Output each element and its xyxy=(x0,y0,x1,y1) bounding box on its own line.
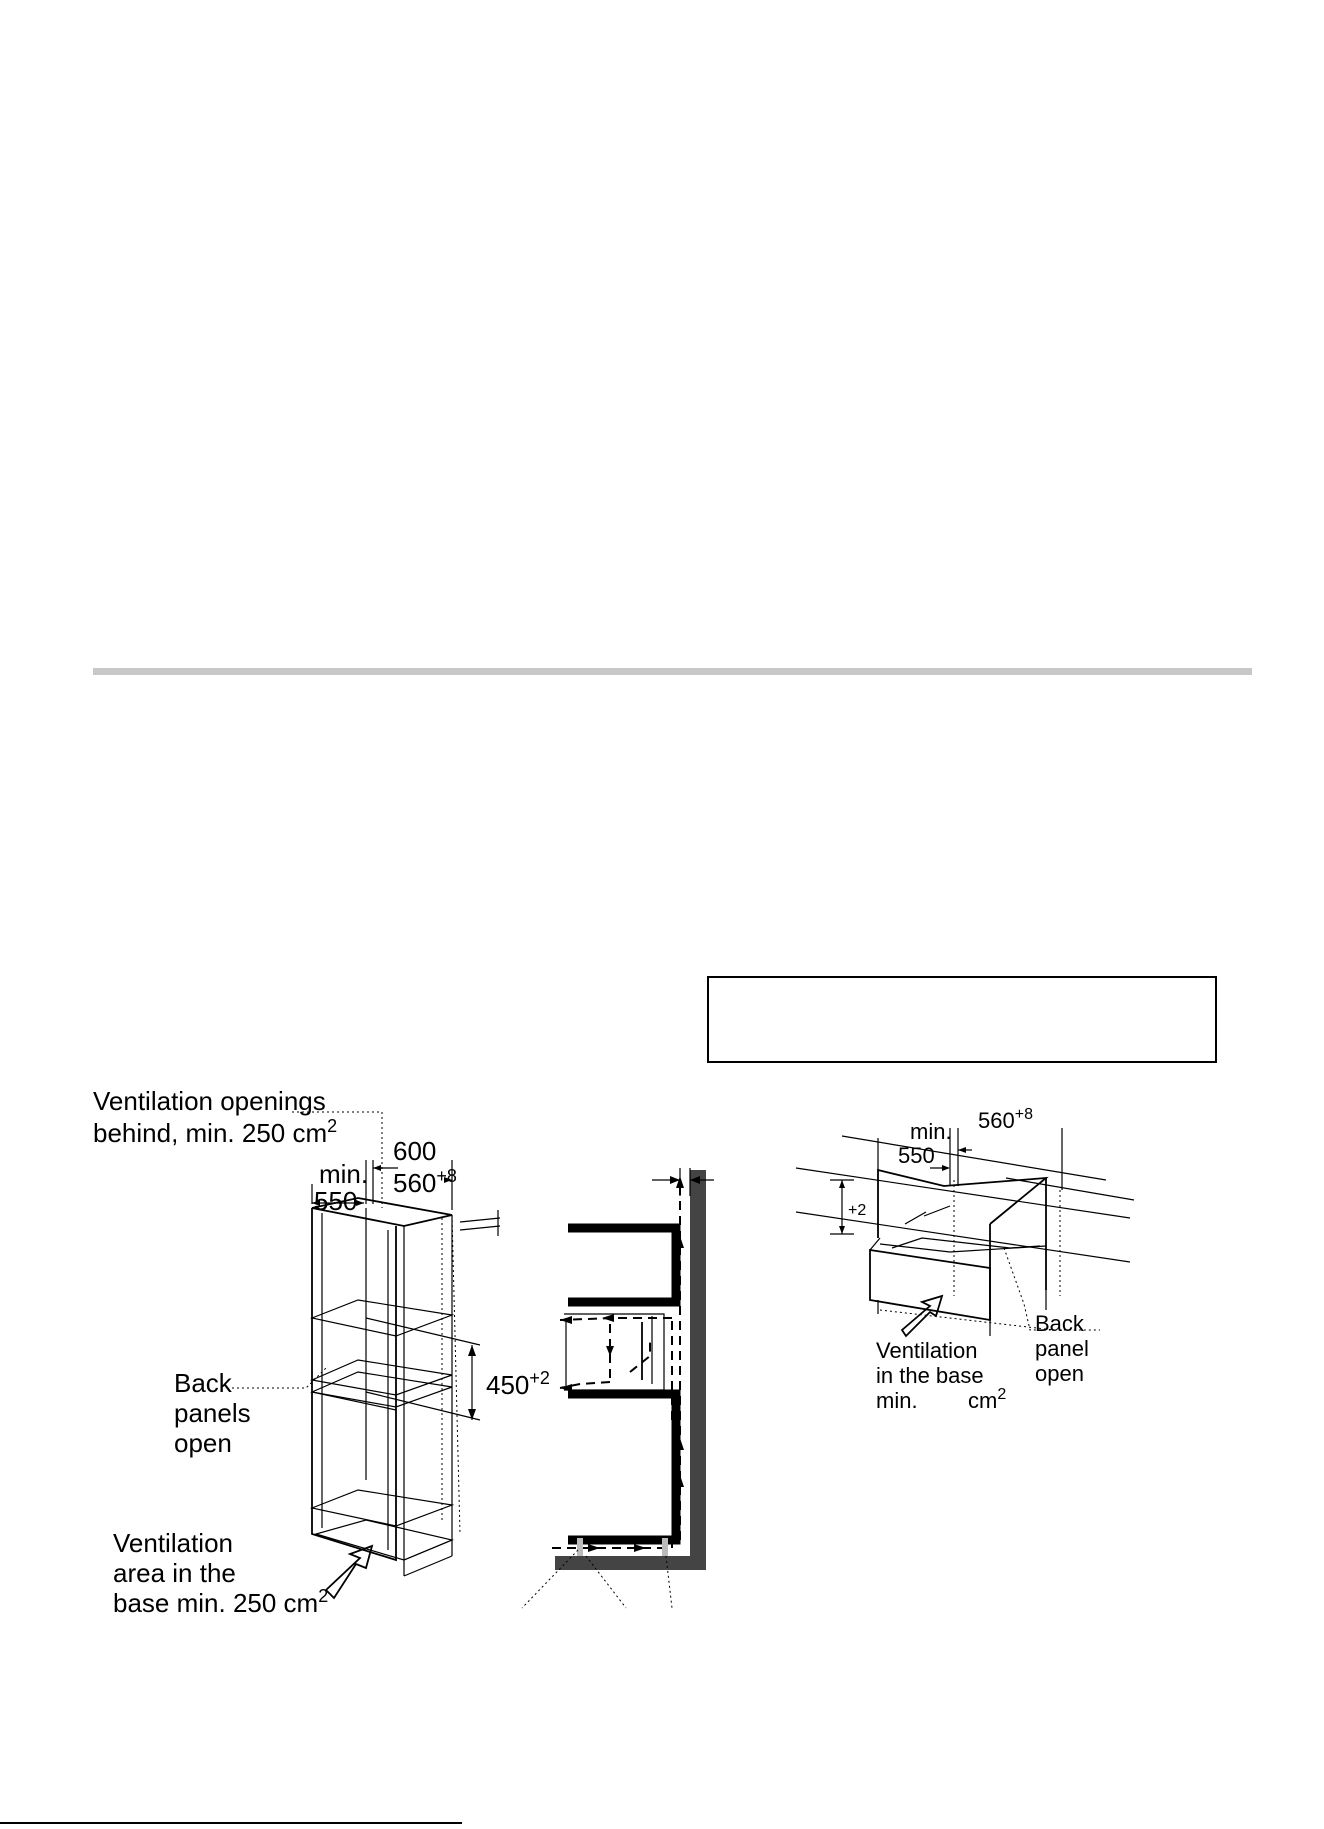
dim-560-right-label: 560 xyxy=(978,1108,1015,1133)
dim-plus2-right-label: +2 xyxy=(848,1202,867,1219)
svg-text:behind, min. 250 cm2 xyxy=(93,1116,337,1148)
dim-560-right-sup: +8 xyxy=(1014,1106,1033,1123)
vent-base-line1: Ventilation xyxy=(876,1338,978,1363)
vent-area-sup: 2 xyxy=(318,1586,329,1606)
dim-550-left-label: 550 xyxy=(314,1186,358,1216)
dim-600-label: 600 xyxy=(393,1136,437,1166)
vent-base-sup: 2 xyxy=(997,1386,1007,1403)
footnote-rule xyxy=(0,1822,462,1824)
dim-450-label: 450 xyxy=(486,1370,530,1400)
svg-text:450+2 xyxy=(486,1368,550,1400)
vent-openings-sup: 2 xyxy=(327,1116,338,1136)
vent-openings-line1: Ventilation openings xyxy=(93,1086,326,1116)
dim-min-left-label: min. xyxy=(319,1159,369,1189)
vent-area-line3: base min. 250 cm xyxy=(113,1588,319,1618)
back-panel-line1: Back xyxy=(1035,1311,1084,1336)
vent-base-line3: min. xyxy=(876,1388,918,1413)
vent-base-unit: cm xyxy=(968,1388,998,1413)
dim-560-left-label: 560 xyxy=(393,1168,437,1198)
dim-min-right-label: min. xyxy=(910,1119,952,1144)
back-panel-line3: open xyxy=(1035,1361,1084,1386)
section-view-drawing xyxy=(522,1168,714,1608)
svg-text:560+8 xyxy=(393,1166,457,1198)
svg-text:560+8 xyxy=(978,1106,1033,1133)
vent-area-line1: Ventilation xyxy=(113,1528,233,1558)
back-panel-line2: panel xyxy=(1035,1336,1089,1361)
back-panels-line1: Back xyxy=(174,1368,232,1398)
back-panels-line2: panels xyxy=(174,1398,251,1428)
vent-area-line2: area in the xyxy=(113,1558,236,1588)
svg-text:base min. 250 cm2 xyxy=(113,1586,328,1618)
vent-base-line2: in the base xyxy=(876,1363,984,1388)
svg-text:cm2 xyxy=(968,1386,1006,1413)
dim-450-sup: +2 xyxy=(529,1368,550,1388)
vent-openings-line2: behind, min. 250 cm xyxy=(93,1118,328,1148)
base-cabinet-drawing xyxy=(796,1128,1134,1336)
back-panels-line3: open xyxy=(174,1428,232,1458)
dim-560-left-sup: +8 xyxy=(436,1166,457,1186)
dim-550-right-label: 550 xyxy=(898,1143,935,1168)
